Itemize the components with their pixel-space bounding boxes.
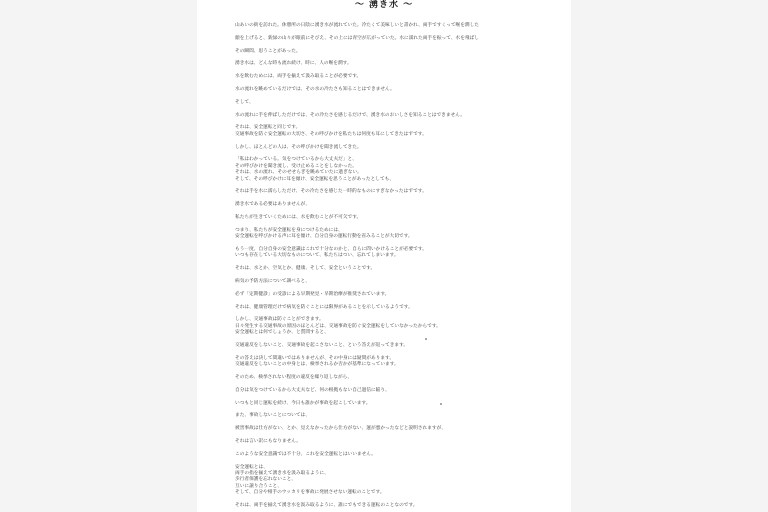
text-line: 湧き水である必要はありませんが、	[235, 202, 311, 208]
text-line: そのため、検挙されない程度の違反を繰り返しながら、	[235, 374, 353, 380]
text-line: 病気の予防方法について調べると、	[235, 278, 310, 284]
text-line: 湧き水は、どんな時も流れ続け、時に、人の喉を潤す。	[235, 61, 352, 67]
text-line: 必ず「定期健診」の受診による早期発見・早期治療が推奨されています。	[235, 291, 390, 297]
text-line: その呼びかけを聞き流し、受け止めることをしなかった。	[235, 163, 357, 169]
paragraph	[235, 247, 565, 260]
text-line: 山あいの街を訪れた。休憩所の日陰に湧き水が流れていた。冷たくて美味しいと書かれ、両手ですくって喉を潤した	[235, 23, 479, 28]
paragraph	[235, 125, 565, 138]
paragraph	[235, 465, 565, 497]
text-line: いつもと同じ運転を続け、今日も誰かが事故を起こしています。	[235, 400, 371, 406]
text-line: 互いに譲り合うこと、	[235, 483, 282, 489]
text-line: 交通違反をしないことの中身とは、検挙されるか否かが基準になっています。	[235, 362, 399, 368]
text-line: 顔を上げると、新緑の山々が眼前にそびえ、その上には青空が広がっていた。水に濡れた両手を振って、水を飛ばし	[235, 35, 479, 41]
text-line: 水を飲むためには、両手を揃えて汲み取ることが必要です。	[235, 74, 362, 80]
text-line: それは手を水に濡らしただけ、その冷たさを感じた一時的なものにすぎなかったはずです。	[235, 189, 427, 195]
scan-speck	[440, 403, 442, 405]
paragraph	[235, 356, 565, 369]
text-line: それは、水とか、空気とか、健康、そして、安全ということです。	[235, 266, 376, 272]
page-title: 〜 湧き水 〜	[354, 0, 414, 10]
text-line: 水の流れに手を伸ばしただけでは、その冷たさを感じるだけで、湧き水のおいしさを知ることはできません。	[235, 112, 465, 118]
text-line: それは言い訳にもなりません。	[235, 438, 301, 444]
text-line: それは、水の流れ、そのせせらぎを眺めていたに過ぎない。	[235, 170, 362, 176]
text-line: しかし、ほとんどの人は、その呼びかけを聞き流してきた。	[235, 144, 362, 150]
text-line: 安全運転を呼びかける声に耳を傾け、自分自身の運転行動を省みることが大切です。	[235, 234, 413, 240]
text-line: このような安全意識では不十分、これを安全運転とはいいません。	[235, 451, 376, 457]
document-page	[197, 0, 571, 512]
text-line: 自分は気をつけているから大丈夫など、何の根拠もない自己過信に陥り、	[235, 387, 390, 393]
text-line: そして、	[235, 99, 254, 105]
text-line: 「私はわかっている。気をつけているから大丈夫だ」と、	[235, 157, 357, 163]
scan-speck	[425, 338, 427, 340]
text-line: その瞬間、思うことがあった。	[235, 48, 301, 54]
text-line: そして、その呼びかけに耳を傾け、安全運転を思うことがあったとしても、	[235, 176, 395, 182]
text-line: それは、両手を揃えて湧き水を汲み取るように、誰にでもできる運転のことなのです。	[235, 502, 418, 508]
text-line: 歩行者保護を忘れないこと、	[235, 477, 296, 483]
text-line: 安全運転とは何でしょうか、と質問すると、	[235, 330, 329, 336]
document-body	[235, 23, 565, 509]
paragraph	[235, 157, 565, 183]
text-line: 安全運転とは、	[235, 464, 268, 470]
text-line: 交通事故を防ぐ安全運転の大切さ、その呼びかけを私たちは何度も耳にしてきたはずです。	[235, 131, 427, 137]
text-line: 交通違反をしないこと、交通事故を起こさないこと、という答えが返ってきます。	[235, 342, 409, 348]
text-line: しかし、交通事故は防ぐことができます。	[235, 317, 324, 323]
text-line: 日々発生する交通事故の原因のほとんどは、交通事故を防ぐ安全運転をしていなかったからです。	[235, 323, 441, 329]
text-line: また、事故しないことについては、	[235, 413, 310, 419]
text-line: そして、自分や相手のウッカリを事故に発展させない運転のことです。	[235, 490, 385, 496]
text-line: それは、安全運転と同じです。	[235, 125, 301, 131]
text-line: 両手の指を揃えて湧き水を汲み取るように、	[235, 470, 329, 476]
paragraph	[235, 228, 565, 241]
text-line: つまり、私たちが安全運転を身につけるためには、	[235, 227, 343, 233]
text-line: 私たちが生きていくためには、水を飲むことが不可欠です。	[235, 214, 362, 220]
text-line: その答えは決して間違いではありませんが、その中身には疑問があります。	[235, 355, 395, 361]
text-line: 被害事故は仕方がない、とか、見えなかったから仕方がない、運が悪かったなどと説明されますが、	[235, 426, 446, 432]
text-line: それは、健康管理だけで病気を防ぐことには限界があることを示しているようです。	[235, 304, 413, 310]
paragraph	[235, 503, 565, 509]
text-line: もう一度、自分自身の安全意識はこれで十分なのかと、自らに問いかけることが必要です。	[235, 246, 427, 252]
text-line: いつも存在している大切なものについて、私たちはつい、忘れてしまいます。	[235, 253, 399, 259]
paragraph	[235, 317, 565, 336]
text-line: 水の流れを眺めているだけでは、その水の冷たさも知ることはできません。	[235, 86, 395, 92]
